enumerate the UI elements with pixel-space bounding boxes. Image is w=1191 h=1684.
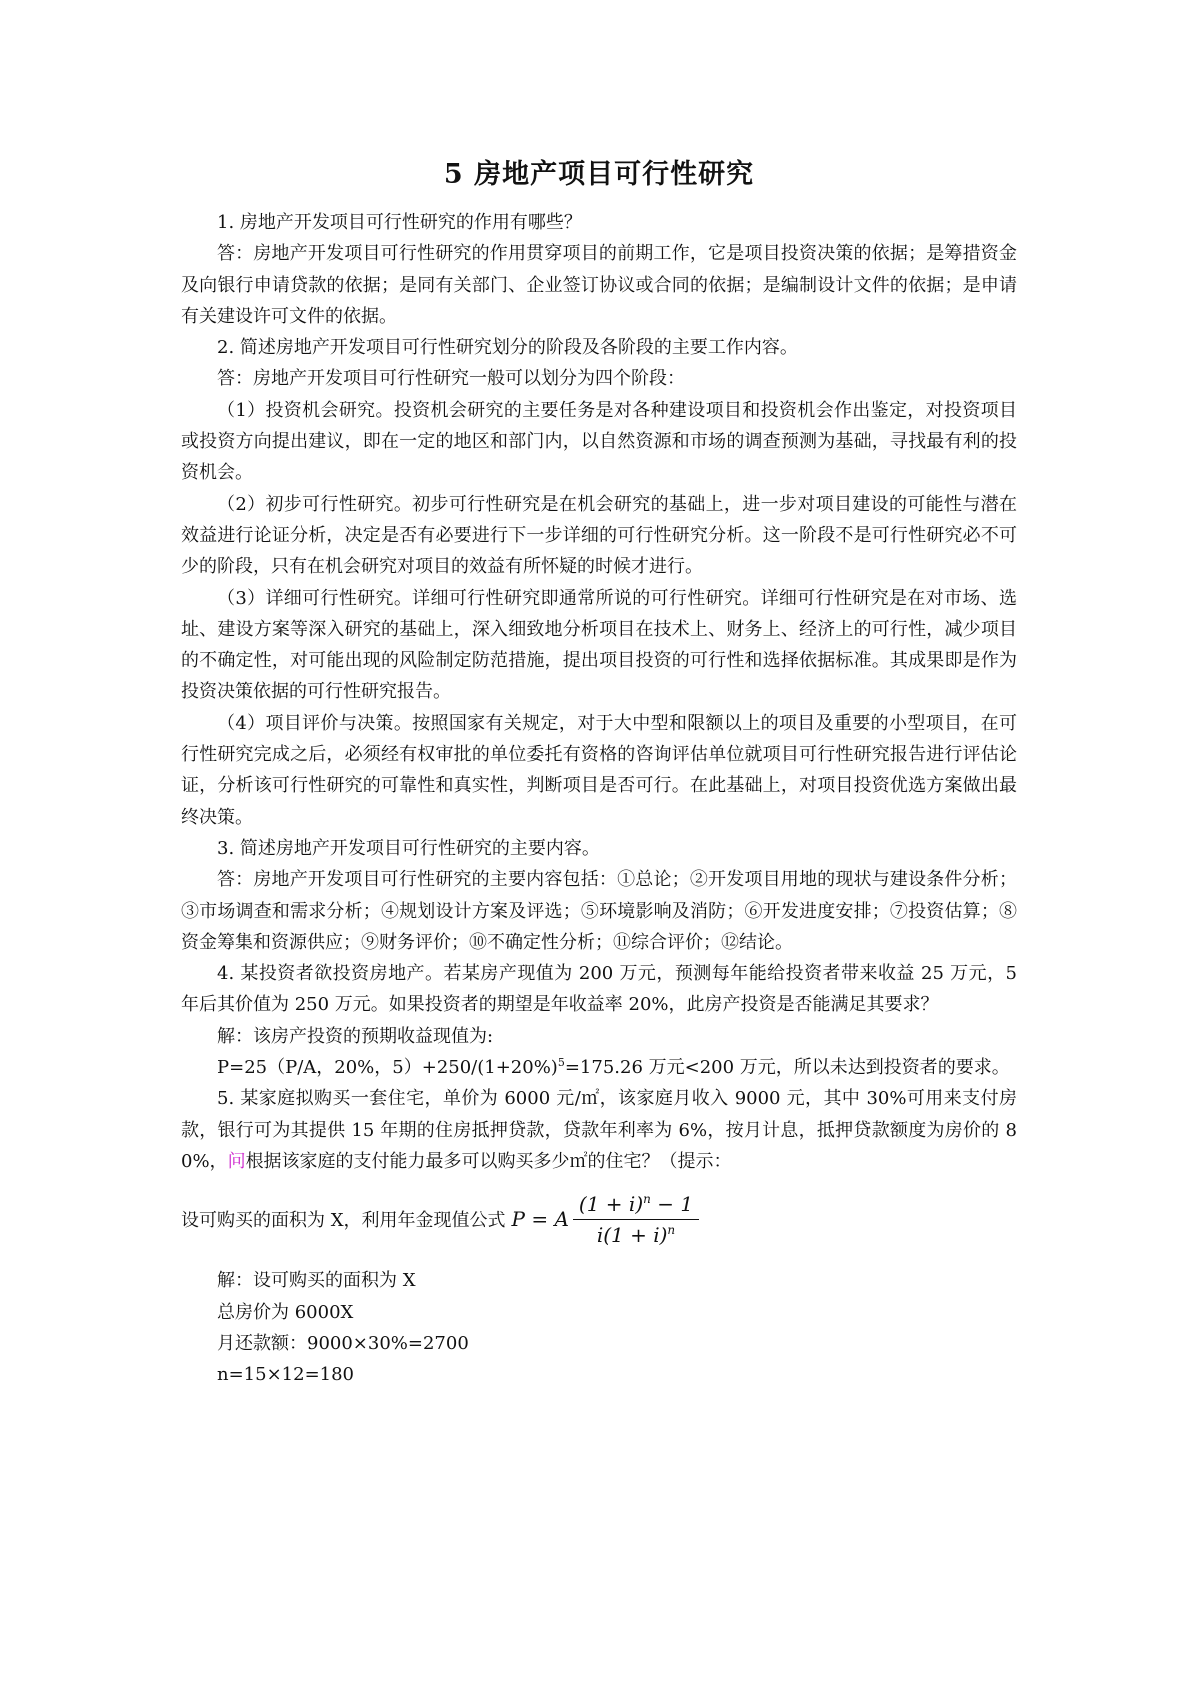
answer-2-stage-2: （2）初步可行性研究。初步可行性研究是在机会研究的基础上，进一步对项目建设的可能性与潜在效益进行论证分析，决定是否有必要进行下一步详细的可行性研究分析。这一阶段不是可行性研究必不可少的阶段，只有在机会研究对项目的效益有所怀疑的时候才进行。 <box>181 493 1017 578</box>
question-1: 1. 房地产开发项目可行性研究的作用有哪些？ <box>217 212 582 233</box>
solution-line-2: 总房价为 6000X <box>217 1301 354 1323</box>
question-3: 3. 简述房地产开发项目可行性研究的主要内容。 <box>217 837 600 859</box>
calc-exponent: 5 <box>557 1056 565 1070</box>
formula-denominator <box>597 1220 675 1247</box>
question-4: 4. 某投资者欲投资房地产。若某房产现值为 200 万元，预测每年能给投资者带来收益 25 万元，5 年后其价值为 250 万元。如果投资者的期望是年收益率 20%，此房产投资是否能满足其要求？ <box>181 963 1017 1016</box>
answer-1: 答：房地产开发项目可行性研究的作用贯穿项目的前期工作，它是项目投资决策的依据；是筹措资金及向银行申请贷款的依据；是同有关部门、企业签订协议或合同的依据；是编制设计文件的依据；是申请有关建设许可文件的依据。 <box>181 243 1017 327</box>
answer-4-intro: 解：该房产投资的预期收益现值为: <box>217 1025 494 1047</box>
formula-lead-text: 设可购买的面积为 X，利用年金现值公式 <box>181 1210 506 1232</box>
solution-line-4: n=15×12=180 <box>217 1364 355 1386</box>
answer-4-calculation <box>181 1052 1017 1083</box>
q5-text-start: 5. 某家庭拟购买一套住宅，单价为 6000 元/㎡，该家庭月收入 9000 元，其中 30%可用来支付房款，银行可为其提供 15 年期的住房抵押贷款，贷款年利率为 6%，按月计息，抵押贷款额度为房价的 80%， <box>181 1088 1017 1172</box>
q5-highlight-mark: 问 <box>227 1150 246 1172</box>
annuity-formula <box>512 1192 700 1247</box>
formula-lhs: P = A <box>511 1207 569 1232</box>
answer-3: 答：房地产开发项目可行性研究的主要内容包括：①总论；②开发项目用地的现状与建设条件分析；③市场调查和需求分析；④规划设计方案及评选；⑤环境影响及消防；⑥开发进度安排；⑦投资估算；⑧资金筹集和资源供应；⑨财务评价；⑩不确定性分析；⑪综合评价；⑫结论。 <box>181 869 1017 953</box>
answer-2-stage-3: （3）详细可行性研究。详细可行性研究即通常所说的可行性研究。详细可行性研究是在对市场、选址、建设方案等深入研究的基础上，深入细致地分析项目在技术上、财务上、经济上的可行性，减少项目的不确定性，对可能出现的风险制定防范措施，提出项目投资的可行性和选择依据标准。其成果即是作为投资决策依据的可行性研究报告。 <box>181 587 1017 703</box>
solution-line-3: 月还款额：9000×30%=2700 <box>217 1332 469 1354</box>
calc-suffix: =175.26 万元<200 万元，所以未达到投资者的要求。 <box>564 1057 1010 1079</box>
formula-fraction <box>573 1192 699 1247</box>
answer-2-stage-4: （4）项目评价与决策。按照国家有关规定，对于大中型和限额以上的项目及重要的小型项目，在可行性研究完成之后，必须经有权审批的单位委托有资格的咨询评估单位就项目可行性研究报告进行评估论证，分析该可行性研究的可靠性和真实性，判断项目是否可行。在此基础上，对项目投资优选方案做出最终决策。 <box>181 712 1017 828</box>
solution-line-1: 解：设可购买的面积为 X <box>217 1270 416 1292</box>
question-2: 2. 简述房地产开发项目可行性研究划分的阶段及各阶段的主要工作内容。 <box>217 337 798 359</box>
formula-numerator <box>573 1192 699 1220</box>
solution-5 <box>181 1265 1017 1390</box>
num-tail: − 1 <box>650 1191 694 1216</box>
q5-text-end: 根据该家庭的支付能力最多可以购买多少㎡的住宅？（提示： <box>245 1150 732 1172</box>
num-exponent: n <box>643 1191 651 1206</box>
answer-2-stage-1: （1）投资机会研究。投资机会研究的主要任务是对各种建设项目和投资机会作出鉴定，对投资项目或投资方向提出建议，即在一定的地区和部门内，以自然资源和市场的调查预测为基础，寻找最有利的投资机会。 <box>181 399 1017 484</box>
answer-2-intro: 答：房地产开发项目可行性研究一般可以划分为四个阶段： <box>217 368 685 390</box>
question-5 <box>181 1083 1017 1177</box>
den-exponent: n <box>667 1222 676 1237</box>
formula-line <box>181 1183 1017 1255</box>
chapter-title: 5 房地产项目可行性研究 <box>443 159 755 190</box>
document-page <box>181 155 1017 1390</box>
num-base: (1 + i) <box>578 1191 644 1216</box>
calc-prefix: P=25（P/A，20%，5）+250/(1+20%) <box>217 1057 558 1079</box>
den-base: i(1 + i) <box>596 1222 668 1247</box>
